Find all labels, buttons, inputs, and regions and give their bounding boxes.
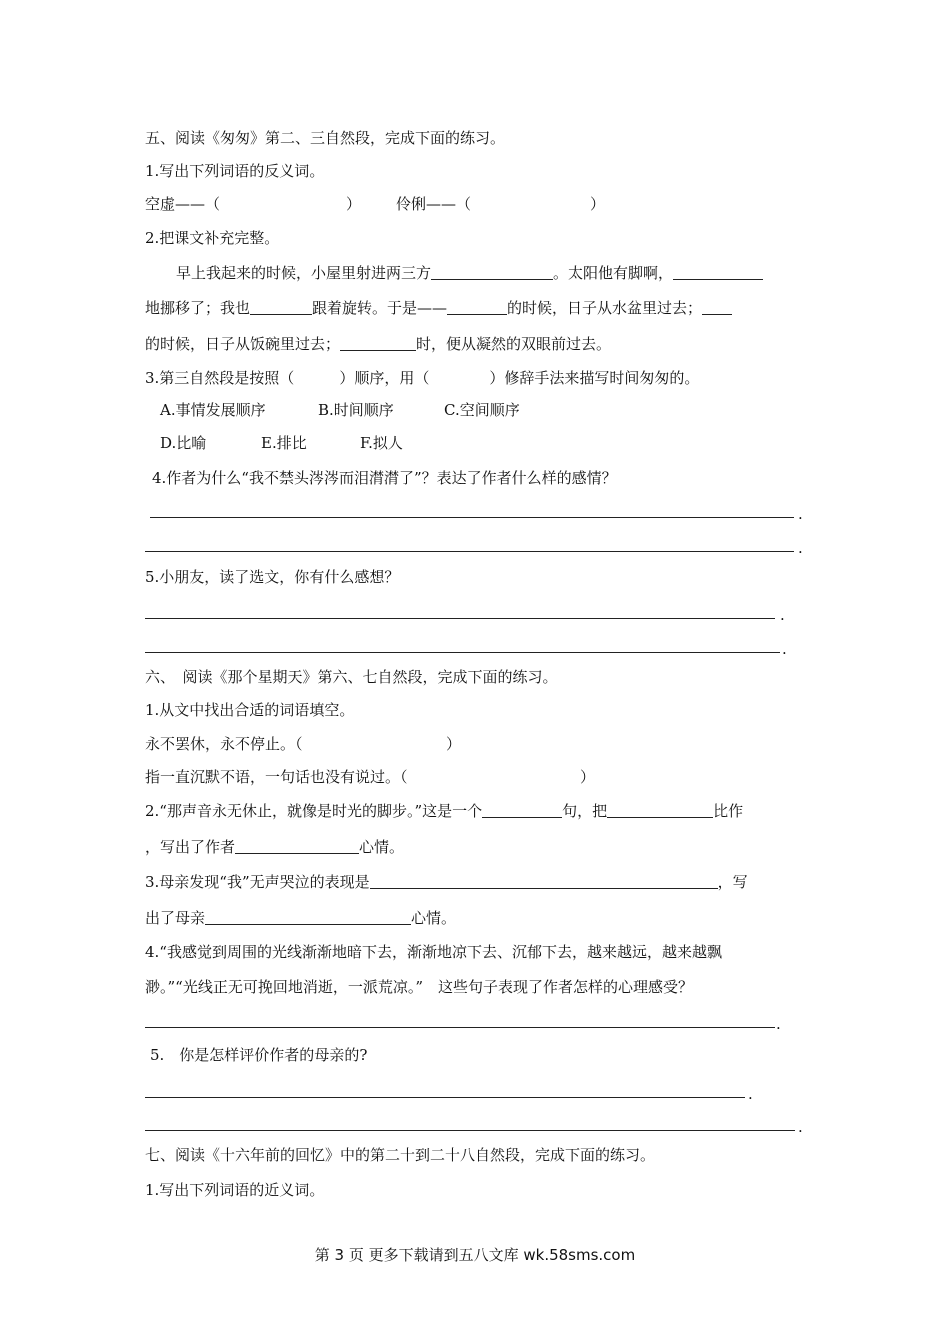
blank[interactable]: [702, 298, 732, 315]
s6-q2-l1-a: 2.“那声音永无休止，就像是时光的脚步。”这是一个: [145, 802, 483, 820]
s6-q2-l1-b: 句，把: [562, 802, 608, 820]
s5-q2-line3: [145, 334, 611, 354]
answer-line[interactable]: [145, 618, 775, 619]
period: .: [798, 1118, 803, 1136]
s6-q5: 5. 你是怎样评价作者的母亲的?: [150, 1046, 368, 1064]
s5-q1-a-close: ）: [346, 195, 362, 213]
blank[interactable]: [250, 298, 312, 315]
blank[interactable]: [235, 837, 359, 854]
s6-q4-line1: 4.“我感觉到周围的光线渐渐地暗下去，渐渐地凉下去、沉郁下去，越来越远，越来越飘: [145, 943, 722, 961]
s6-q2-l2-a: ，写出了作者: [145, 838, 236, 856]
s5-q3-opt-e: E.排比: [261, 434, 307, 452]
s5-q3-opt-c: C.空间顺序: [444, 401, 520, 419]
blank[interactable]: [447, 298, 507, 315]
s5-q2: 2.把课文补充完整。: [145, 229, 280, 247]
answer-line[interactable]: [145, 1027, 775, 1028]
s6-q2-l2-b: 心情。: [359, 838, 405, 856]
answer-line[interactable]: [145, 551, 794, 552]
s6-q2-line2: [145, 837, 404, 857]
s5-q1-a: 空虚——（: [145, 195, 221, 213]
s5-q2-line2: [145, 298, 732, 318]
section7-title: 七、阅读《十六年前的回忆》中的第二十到二十八自然段，完成下面的练习。: [145, 1146, 656, 1164]
s5-q1-b: 伶俐——（: [396, 195, 472, 213]
blank[interactable]: [340, 334, 416, 351]
section6-title: 六、 阅读《那个星期天》第六、七自然段，完成下面的练习。: [145, 668, 558, 686]
answer-line[interactable]: [150, 517, 794, 518]
s6-q3-l2-a: 出了母亲: [145, 909, 206, 927]
period: .: [780, 606, 785, 624]
s6-q3-line2: [145, 908, 456, 928]
s5-q1: 1.写出下列词语的反义词。: [145, 162, 325, 180]
s5-q3-opt-a: A.事情发展顺序: [160, 401, 266, 419]
s5-q2-l3-a: 的时候，日子从饭碗里过去；: [145, 335, 341, 353]
s5-q1-b-close: ）: [590, 195, 606, 213]
s6-q2-l1-c: 比作: [713, 802, 744, 820]
s5-q3: 3.第三自然段是按照（ ）顺序，用（ ）修辞手法来描写时间匆匆的。: [145, 369, 700, 387]
answer-line[interactable]: [145, 1130, 795, 1131]
s5-q2-l1-a: 早上我起来的时候，小屋里射进两三方: [176, 264, 432, 282]
blank[interactable]: [370, 872, 718, 889]
section5-title: 五、阅读《匆匆》第二、三自然段，完成下面的练习。: [145, 129, 506, 147]
period: .: [748, 1085, 753, 1103]
s6-q1: 1.从文中找出合适的词语填空。: [145, 701, 355, 719]
period: .: [798, 539, 803, 557]
s5-q3-opt-f: F.拟人: [360, 434, 403, 452]
s5-q2-l1-b: 。太阳他有脚啊，: [553, 264, 674, 282]
s6-q3-line1: [145, 872, 748, 892]
blank[interactable]: [205, 908, 411, 925]
s5-q2-l2-b: 跟着旋转。于是——: [312, 299, 448, 317]
s7-q1: 1.写出下列词语的近义词。: [145, 1181, 325, 1199]
period: .: [798, 505, 803, 523]
s5-q3-opt-d: D.比喻: [160, 434, 207, 452]
answer-line[interactable]: [145, 652, 780, 653]
s5-q5: 5.小朋友，读了选文，你有什么感想？: [145, 568, 400, 586]
s5-q4: 4.作者为什么“我不禁头涔涔而泪潸潸了”？表达了作者什么样的感情？: [152, 469, 617, 487]
s6-q2-line1: [145, 801, 743, 821]
s6-q3-l1-a: 3.母亲发现“我”无声哭泣的表现是: [145, 873, 370, 891]
s5-q2-l2-a: 地挪移了；我也: [145, 299, 251, 317]
blank[interactable]: [607, 801, 713, 818]
blank[interactable]: [431, 263, 553, 280]
s6-q1-a-close: ）: [446, 735, 462, 753]
s5-q2-l2-c: 的时候，日子从水盆里过去；: [507, 299, 703, 317]
answer-line[interactable]: [145, 1097, 745, 1098]
period: .: [776, 1015, 781, 1033]
s6-q1-a: 永不罢休，永不停止。（: [145, 735, 303, 753]
s6-q1-b-close: ）: [580, 768, 596, 786]
blank[interactable]: [673, 263, 763, 280]
period: .: [782, 640, 787, 658]
s6-q1-b: 指一直沉默不语，一句话也没有说过。（: [145, 768, 408, 786]
s5-q3-opt-b: B.时间顺序: [318, 401, 394, 419]
s5-q2-line1: [176, 263, 763, 283]
blank[interactable]: [482, 801, 562, 818]
s6-q3-l1-b: ，写: [717, 873, 748, 891]
s6-q4-line2: 渺。”“光线正无可挽回地消逝，一派荒凉。” 这些句子表现了作者怎样的心理感受？: [145, 978, 694, 996]
page-footer: 第 3 页 更多下载请到五八文库 wk.58sms.com: [314, 1246, 636, 1264]
s6-q3-l2-b: 心情。: [411, 909, 457, 927]
s5-q2-l3-b: 时，便从凝然的双眼前过去。: [416, 335, 612, 353]
